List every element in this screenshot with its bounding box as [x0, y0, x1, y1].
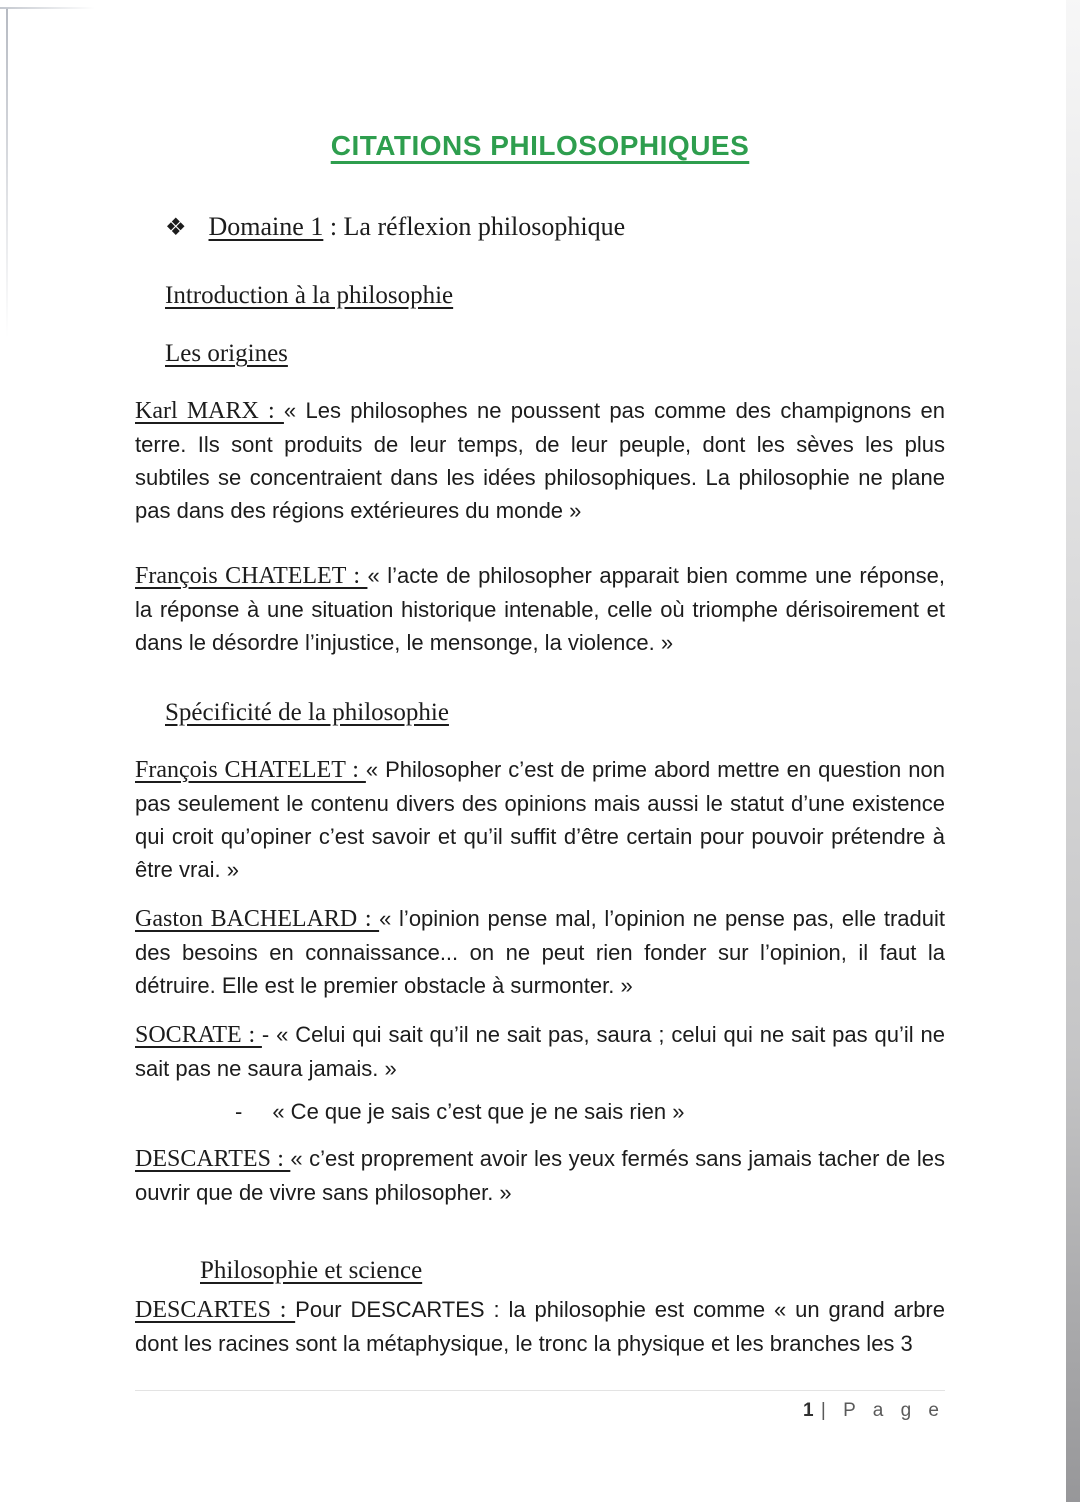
page-footer	[135, 1390, 945, 1422]
quote-paragraph-descartes-2	[135, 1293, 945, 1360]
quote-text-socrate: - « Celui qui sait qu’il ne sait pas, saura ; celui qui ne sait pas qu’il ne sait pas ne saura jamais. »	[135, 1022, 946, 1081]
quote-text-chatelet-2: « Philosopher c’est de prime abord mettre en question non pas seulement le contenu divers des opinions mais aussi le statut d’une existence qui croit qu’opiner c’est savoir et qu’il suffit d’être certain pour pouvoir prétendre à être vrai. »	[135, 757, 945, 882]
quote-paragraph-marx	[135, 394, 945, 527]
domain-label: Domaine 1	[208, 212, 324, 241]
author-name-descartes-1: DESCARTES :	[135, 1146, 291, 1172]
domain-subtitle: : La réflexion philosophique	[323, 212, 626, 241]
quote-paragraph-bachelard	[135, 902, 945, 1002]
quote-text-chatelet-1: « l’acte de philosopher apparait bien comme une réponse, la réponse à une situation historique intenable, celle où triomphe dérisoirement et dans le désordre l’injustice, le mensonge, la violence. »	[135, 563, 945, 655]
quote-paragraph-socrate	[135, 1018, 945, 1085]
list-dash: -	[235, 1099, 243, 1124]
author-name-chatelet-1: François CHATELET :	[135, 563, 368, 589]
diamond-bullet-icon: ❖	[165, 215, 187, 241]
page-word: | P a g e	[820, 1400, 945, 1421]
quote-text-marx: « Les philosophes ne poussent pas comme des champignons en terre. Ils sont produits de leur temps, de leur peuple, dont les sèves les plus subtiles se concentraient dans les idées philosophiques. La philosophie ne plane pas dans des régions extérieures du monde »	[135, 398, 945, 523]
author-name-marx: Karl MARX :	[135, 398, 284, 424]
document-title: CITATIONS PHILOSOPHIQUES	[330, 130, 750, 161]
quote-paragraph-descartes-1	[135, 1142, 945, 1209]
quote-paragraph-chatelet-1	[135, 559, 945, 659]
quote-text-descartes-1: « c’est proprement avoir les yeux fermés sans jamais tacher de les ouvrir que de vivre sans philosopher. »	[135, 1146, 945, 1205]
author-name-chatelet-2: François CHATELET :	[135, 757, 366, 783]
quote-text-bachelard: « l’opinion pense mal, l’opinion ne pense pas, elle traduit des besoins en connaissance... on ne peut rien fonder sur l’opinion, il faut la détruire. Elle est le premier obstacle à surmonter. »	[135, 906, 945, 998]
author-name-bachelard: Gaston BACHELARD :	[135, 906, 380, 932]
section-heading-origins: Les origines	[165, 340, 288, 367]
section-heading-specificity: Spécificité de la philosophie	[165, 699, 449, 726]
domain-heading	[135, 212, 945, 242]
section-heading-philosophy-science: Philosophie et science	[200, 1257, 423, 1284]
section-heading-intro: Introduction à la philosophie	[165, 282, 454, 309]
author-name-descartes-2: DESCARTES :	[135, 1297, 296, 1323]
quote-paragraph-chatelet-2	[135, 753, 945, 886]
quote-line-socrate-2	[135, 1095, 945, 1128]
page-number: 1	[803, 1400, 816, 1421]
author-name-socrate: SOCRATE :	[135, 1022, 262, 1048]
quote-text-socrate-2: « Ce que je sais c’est que je ne sais rien »	[272, 1099, 685, 1124]
quote-text-descartes-2: Pour DESCARTES : la philosophie est comme « un grand arbre dont les racines sont la métaphysique, le tronc la physique et les branches les 3	[135, 1297, 945, 1356]
